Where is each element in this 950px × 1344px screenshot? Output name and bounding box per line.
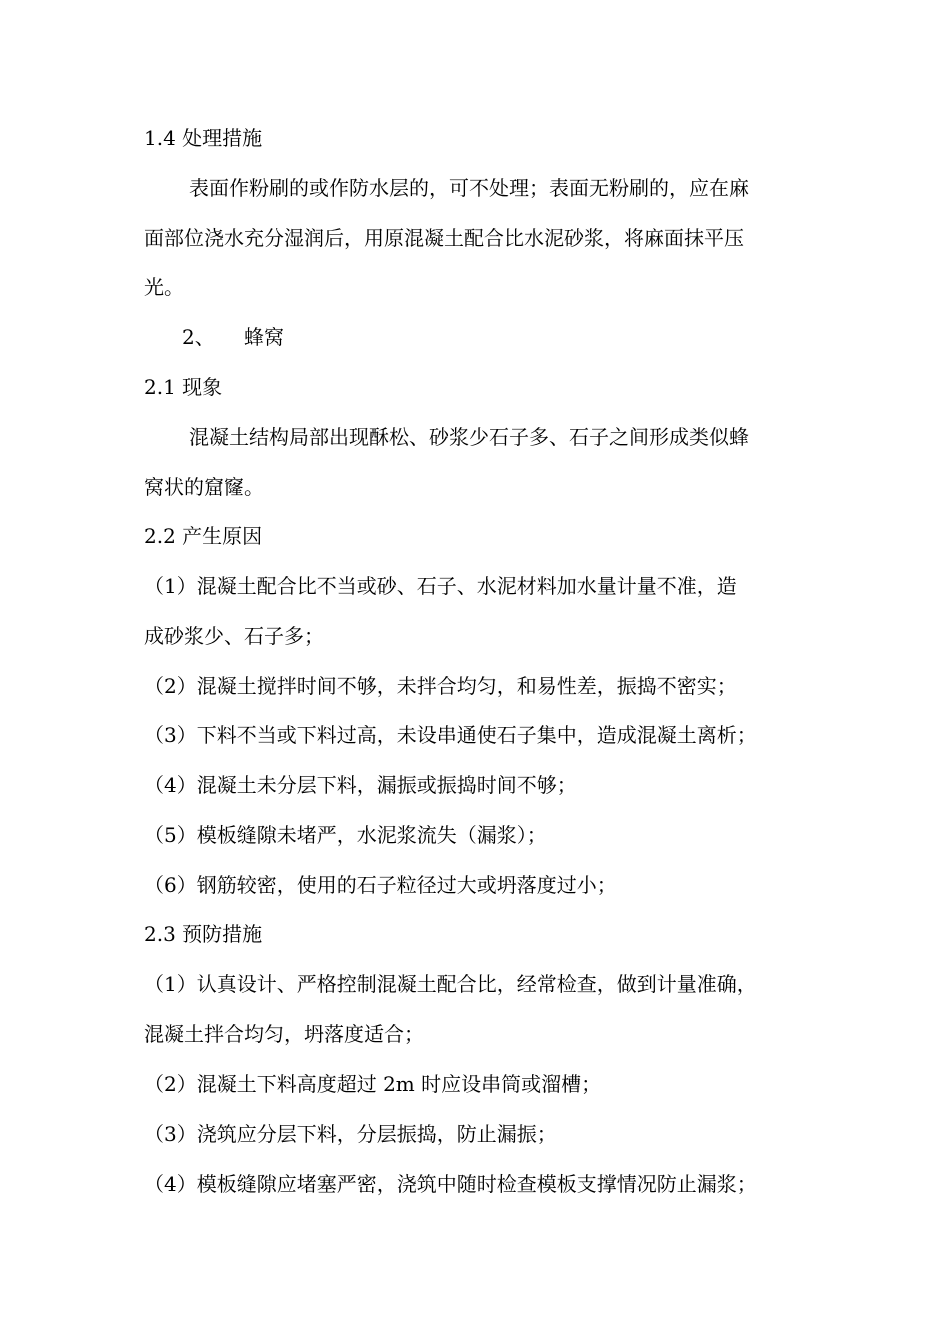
list-item: （6）钢筋较密，使用的石子粒径过大或坍落度过小； — [144, 873, 617, 897]
section-2-2-heading: 2.2 产生原因 — [144, 524, 263, 548]
list-item: （3）浇筑应分层下料，分层振捣，防止漏振； — [144, 1122, 557, 1146]
section-2-title: 蜂窝 — [244, 325, 284, 349]
list-item: （3）下料不当或下料过高，未设串通使石子集中，造成混凝土离析； — [144, 723, 757, 747]
list-item: （2）混凝土搅拌时间不够，未拌合均匀，和易性差，振捣不密实； — [144, 674, 737, 698]
section-2-1-heading: 2.1 现象 — [144, 375, 223, 399]
paragraph-line: 表面作粉刷的或作防水层的，可不处理；表面无粉刷的，应在麻 — [189, 176, 749, 200]
list-item-continuation: 混凝土拌合均匀，坍落度适合； — [144, 1022, 424, 1046]
list-item: （4）模板缝隙应堵塞严密，浇筑中随时检查模板支撑情况防止漏浆； — [144, 1172, 757, 1196]
paragraph-line: 混凝土结构局部出现酥松、砂浆少石子多、石子之间形成类似蜂 — [189, 425, 749, 449]
paragraph-line: 光。 — [144, 275, 184, 299]
list-item: （4）混凝土未分层下料，漏振或振捣时间不够； — [144, 773, 577, 797]
list-item: （2）混凝土下料高度超过 2m 时应设串筒或溜槽； — [144, 1072, 602, 1096]
section-1-4-heading: 1.4 处理措施 — [144, 126, 263, 150]
list-item-continuation: 成砂浆少、石子多； — [144, 624, 324, 648]
section-2-number: 2、 — [182, 325, 215, 349]
paragraph-line: 面部位浇水充分湿润后，用原混凝土配合比水泥砂浆，将麻面抹平压 — [144, 226, 744, 250]
list-item: （1）认真设计、严格控制混凝土配合比，经常检查，做到计量准确， — [144, 972, 757, 996]
paragraph-line: 窝状的窟窿。 — [144, 475, 264, 499]
section-2-3-heading: 2.3 预防措施 — [144, 922, 263, 946]
list-item: （5）模板缝隙未堵严，水泥浆流失（漏浆）； — [144, 823, 547, 847]
list-item: （1）混凝土配合比不当或砂、石子、水泥材料加水量计量不准，造 — [144, 574, 737, 598]
